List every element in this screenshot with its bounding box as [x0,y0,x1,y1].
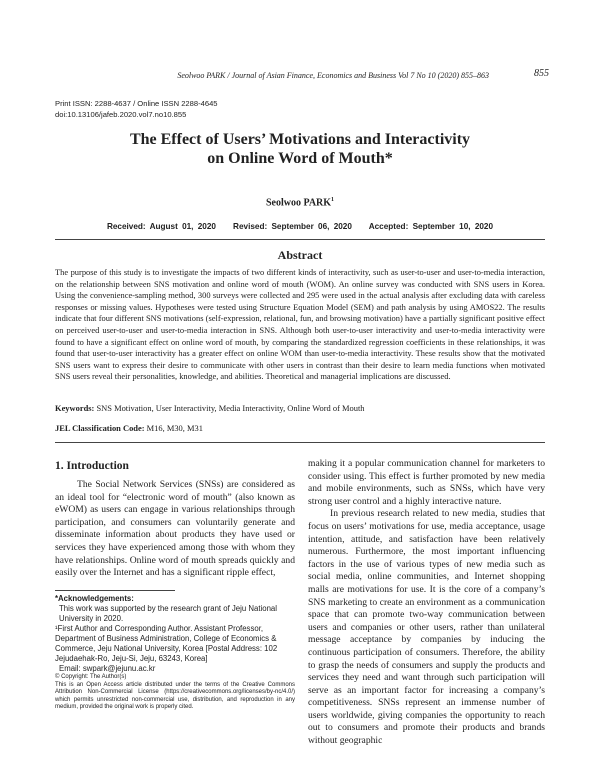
left-column [55,479,295,580]
title-line-2: on Online Word of Mouth* [207,150,393,167]
intro-paragraph-1: The Social Network Services (SNSs) are considered as an ideal tool for “electronic word of mouth” (also known as eWOM) as users can engage in various relationships through participation, and consumers can voluntarily generate and disseminate information about products they have used or services they have experienced among those with whom they have relationships. Online word of mouth spreads quickly and easily over the Internet and has a significant ripple effect, [55,479,295,579]
keywords-line [55,403,545,413]
intro-paragraph-1-continued: making it a popular communication channel for marketers to consider using. This effect is further promoted by new media and mobile environments, such as SNSs, which have very strong user control and a highly interactive nature. [308,458,545,507]
footnotes [55,594,295,674]
license-text: This is an Open Access article distributed under the terms of the Creative Commons Attribution Non-Commercial License (https://creativecommons.org/licenses/by-nc/4.0/) which permits unrestricted non-commercial use, distribution, and reproduction in any medium, provided the original work is properly cited. [55,681,295,711]
acknowledgements-text: This work was supported by the research grant of Jeju National University in 2020. [59,604,277,623]
page-number: 855 [534,68,549,79]
title-line-1: The Effect of Users’ Motivations and Interactivity [129,131,471,148]
copyright-line: © Copyright: The Author(s) [55,674,127,680]
doi-line: doi:10.13106/jafeb.2020.vol7.no10.855 [55,110,187,119]
keywords-label: Keywords: [55,403,95,413]
jel-line [55,423,545,433]
author-text: Seolwoo PARK [265,197,332,209]
paper-title [60,130,540,168]
author-email: Email: swpark@jejunu.ac.kr [59,664,156,673]
jel-text: M16, M30, M31 [144,423,203,433]
divider-bottom [55,442,545,443]
issn-block [55,98,218,120]
abstract-heading: Abstract [277,248,323,262]
abstract-text: The purpose of this study is to investigate the impacts of two different kinds of interactivity, such as user-to-user and user-to-media interaction, on the relationship between SNS motivation and online word of mouth (WOM). An online survey was conducted with SNS users in Korea. Using the convenience-sampling method, 300 surveys were collected and 295 were used in the actual analysis after excluding data with careless responses or missing values. Hypotheses were tested using Structure Equation Model (SEM) and path analysis by using AMOS22. The results indicate that four different SNS motivations (self-expression, relational, fun, and browsing motivation) have a partially significant positive effect on perceived user-to-user and user-to-media interaction in SNS. Although both user-to-user interactivity and user-to-media interactivity were found to have a significant effect on online word of mouth, by comparing the standardized regression coefficients in these relationships, it was found that user-to-user interactivity has a greater effect on online WOM than user-to-media interactivity. These results show that the motivated SNS users want to express their desire to communicate with other users in contrast than their desire to learn media functions when motivated SNS users reveal their personalities, knowledge, and abilities. Theoretical and managerial implications are discussed. [55,267,545,382]
section-heading-introduction: 1. Introduction [55,460,129,472]
jel-label: JEL Classification Code: [55,423,145,433]
author-footnote: ¹First Author and Corresponding Author. Assistant Professor, Department of Business Administration, College of Economics & Commerce, Jeju National University, Korea [Postal Address: 102 Jejudaehak-Ro, Jeju-Si, Jeju, 63243, Korea] [55,624,278,663]
issn-line: Print ISSN: 2288-4637 / Online ISSN 2288-4645 [55,99,218,108]
keywords-text: SNS Motivation, User Interactivity, Media Interactivity, Online Word of Mouth [94,403,365,413]
running-header: Seolwoo PARK / Journal of Asian Finance, Economics and Business Vol 7 No 10 (2020) 855–863 [177,71,489,80]
copyright-notice [55,674,295,712]
acknowledgements-title: *Acknowledgements: [55,594,134,603]
intro-paragraph-2: In previous research related to new media, studies that focus on users’ motivations for use, media acceptance, usage intention, attitude, and satisfaction have been relatively numerous. Furthermore, the most important influencing factors in the use of various types of new media such as social media, online communities, and Internet shopping malls are motivations for use. It is the core of a company’s SNS marketing to create an environment as a communication space that can promote two-way communication between users and companies or other users, rather than unilateral message acceptance by companies by inducing the continuous participation of consumers. Therefore, the ability to grasp the needs of consumers and supply the products and services they need and want through such participation will serve as an important factor for increasing a company’s competitiveness. SNSs represent an immense number of users worldwide, giving companies the opportunity to reach out to consumers and promote their products and brands without geographic [308,508,545,747]
author-name [60,197,540,208]
author-sup: 1 [331,197,335,203]
right-column [308,458,545,748]
divider-top [55,239,545,240]
dates-line: Received: August 01, 2020 Revised: September 06, 2020 Accepted: September 10, 2020 [106,222,494,231]
footnote-rule [55,590,175,591]
